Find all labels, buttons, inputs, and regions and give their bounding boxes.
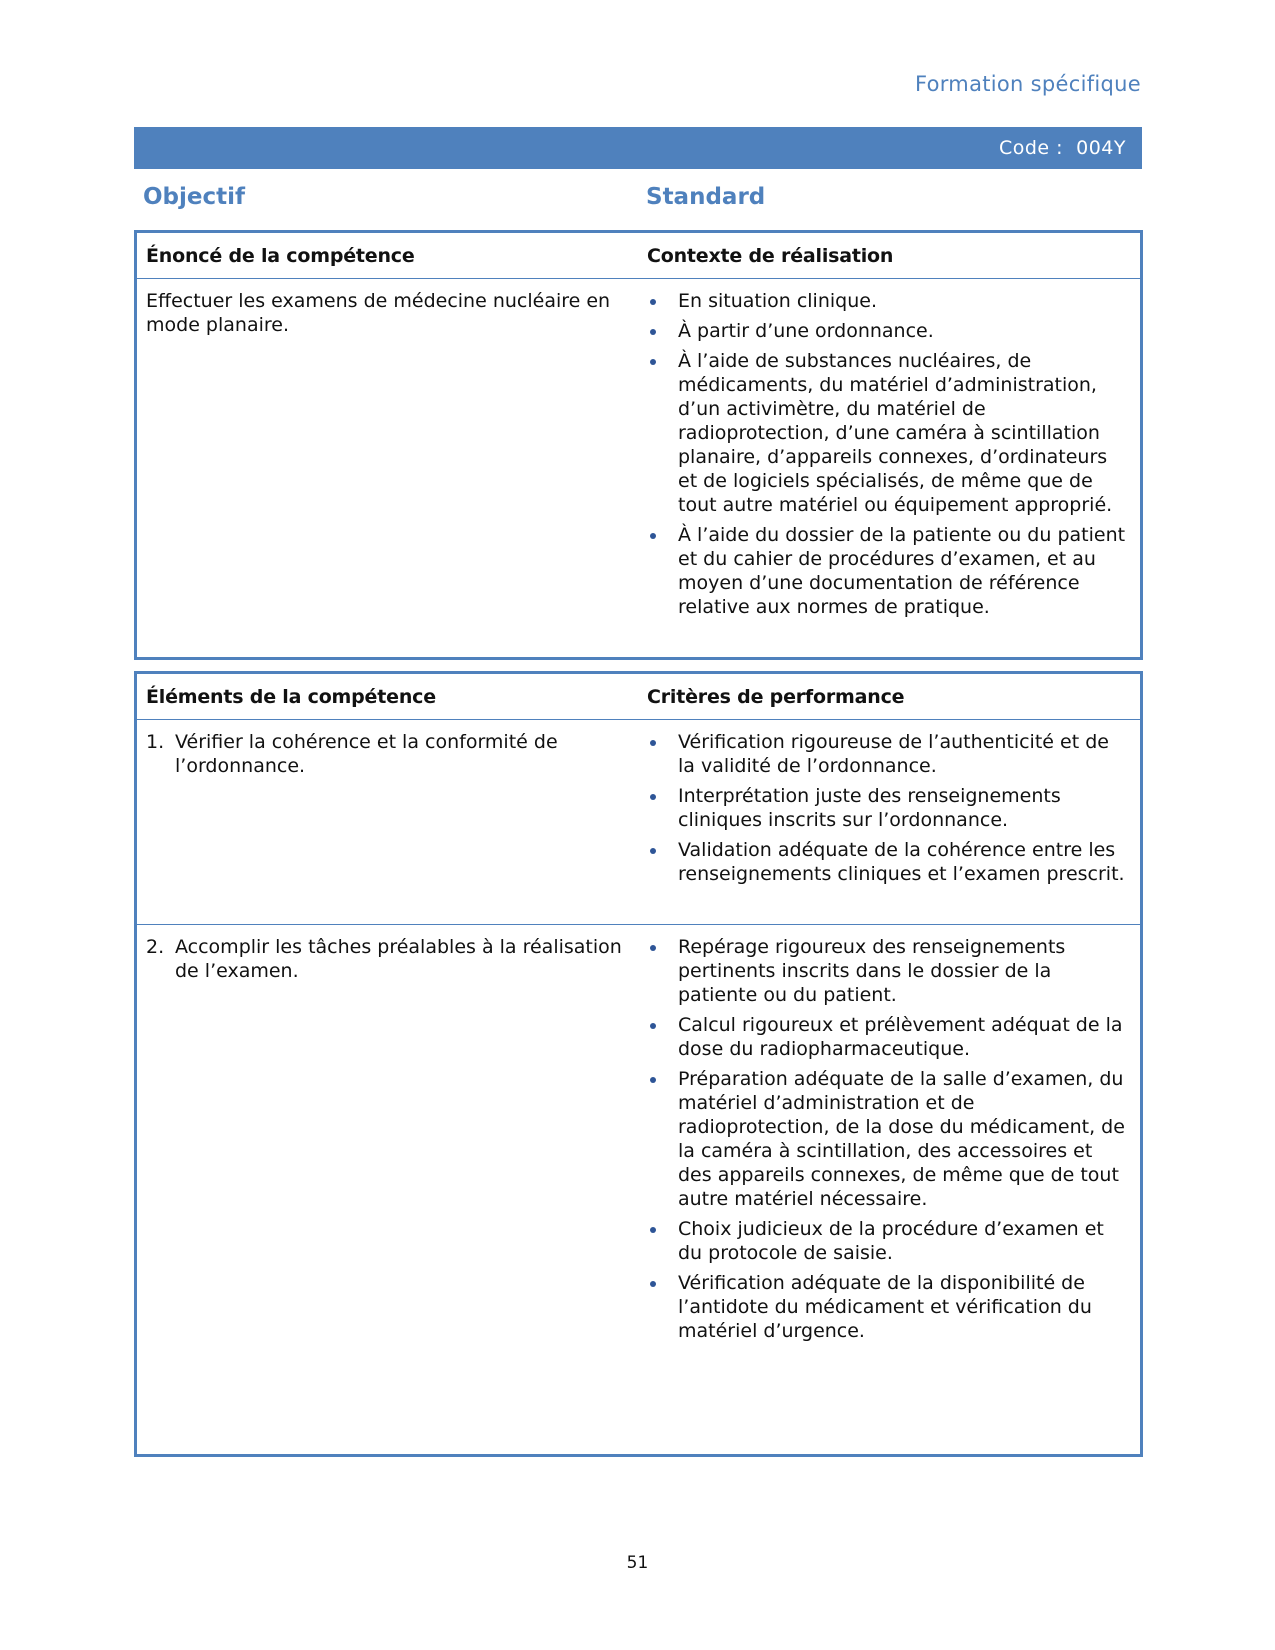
page-number: 51 <box>626 1553 649 1573</box>
contexte-header: Contexte de réalisation <box>647 244 894 267</box>
list-item: À l’aide de substances nucléaires, de médicaments, du matériel d’administration, d’un activimètre, du matériel de radioprotection, d’une caméra à scintillation planaire, d’appareils connexes, d’ordinateurs et de logiciels spécialisés, de même que de tout autre matériel ou équipement approprié. <box>647 349 1130 517</box>
element-cell <box>137 935 639 1349</box>
list-item: En situation clinique. <box>647 289 1130 313</box>
code-label: Code : <box>998 137 1064 159</box>
contexte-cell <box>639 289 1140 625</box>
code-text <box>999 137 1126 159</box>
competence-table-header <box>137 233 1140 279</box>
element-number: 1. <box>146 731 165 753</box>
code-value: 004Y <box>1076 137 1126 159</box>
competence-table <box>134 230 1143 660</box>
competence-table-body <box>137 279 1140 625</box>
elements-table <box>134 671 1143 1457</box>
table-row <box>137 925 1140 1349</box>
list-item: Vérification adéquate de la disponibilité de l’antidote du médicament et vérification du matériel d’urgence. <box>647 1271 1130 1343</box>
contexte-list <box>647 289 1130 619</box>
criteria-cell <box>639 730 1140 924</box>
list-item: Choix judicieux de la procédure d’examen et du protocole de saisie. <box>647 1217 1130 1265</box>
criteria-list <box>647 935 1130 1343</box>
list-item: Calcul rigoureux et prélèvement adéquat de la dose du radiopharmaceutique. <box>647 1013 1130 1061</box>
list-item: Interprétation juste des renseignements cliniques inscrits sur l’ordonnance. <box>647 784 1130 832</box>
enonce-text: Effectuer les examens de médecine nucléaire en mode planaire. <box>146 290 611 336</box>
element-number: 2. <box>146 936 165 958</box>
criteria-list <box>647 730 1130 886</box>
table-row <box>137 720 1140 925</box>
list-item: Repérage rigoureux des renseignements pertinents inscrits dans le dossier de la patiente ou du patient. <box>647 935 1130 1007</box>
list-item: À partir d’une ordonnance. <box>647 319 1130 343</box>
code-bar <box>134 127 1142 169</box>
criteres-header: Critères de performance <box>647 685 905 708</box>
list-item: Préparation adéquate de la salle d’examen, du matériel d’administration et de radioprotection, de la dose du médicament, de la caméra à scintillation, des accessoires et des appareils connexes, de même que de tout autre matériel nécessaire. <box>647 1067 1130 1211</box>
standard-title: Standard <box>646 184 766 210</box>
element-cell <box>137 730 639 924</box>
list-item: Vérification rigoureuse de l’authenticité et de la validité de l’ordonnance. <box>647 730 1130 778</box>
element-text: Accomplir les tâches préalables à la réalisation de l’examen. <box>175 936 622 982</box>
elements-header: Éléments de la compétence <box>146 685 436 708</box>
list-item: Validation adéquate de la cohérence entre les renseignements cliniques et l’examen prescrit. <box>647 838 1130 886</box>
enonce-header: Énoncé de la compétence <box>146 244 415 267</box>
list-item: À l’aide du dossier de la patiente ou du patient et du cahier de procédures d’examen, et au moyen d’une documentation de référence relative aux normes de pratique. <box>647 523 1130 619</box>
element-item <box>146 935 629 983</box>
objectif-title: Objectif <box>143 184 246 210</box>
criteria-cell <box>639 935 1140 1349</box>
elements-table-header <box>137 674 1140 720</box>
element-text: Vérifier la cohérence et la conformité de l’ordonnance. <box>175 731 558 777</box>
element-item <box>146 730 629 778</box>
running-head: Formation spécifique <box>914 72 1141 96</box>
